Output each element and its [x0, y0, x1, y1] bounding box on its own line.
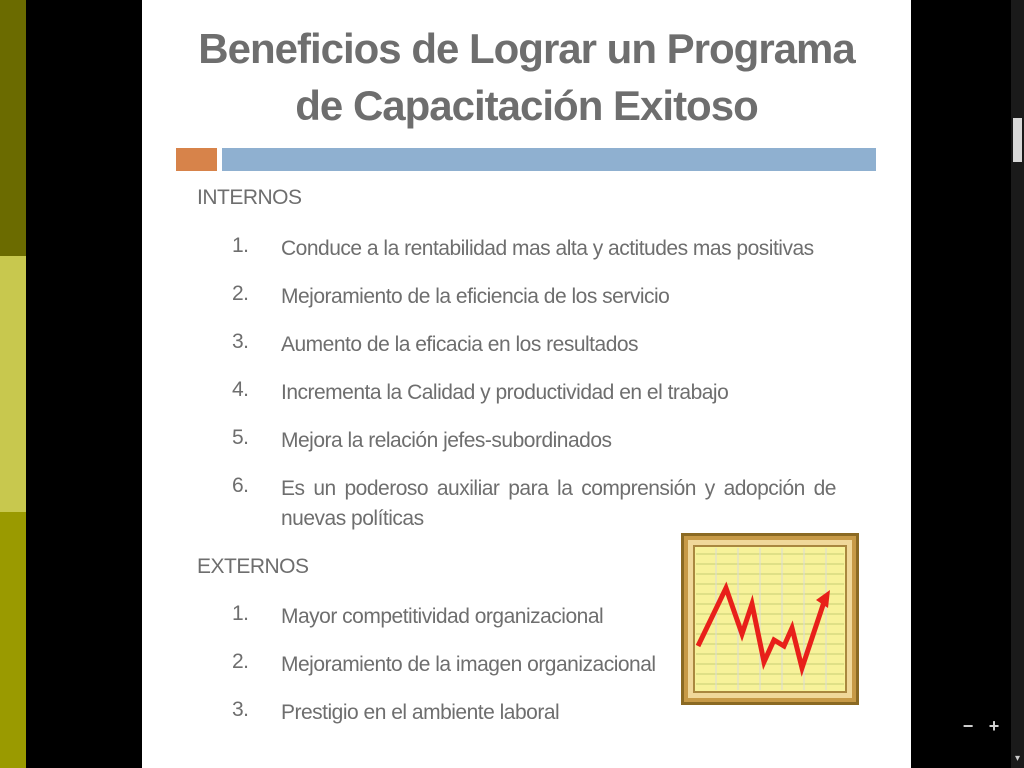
accent-bar-orange — [176, 148, 217, 171]
slide — [142, 0, 911, 768]
list-item-number: 6. — [232, 474, 249, 497]
list-item-number: 1. — [232, 234, 249, 257]
list-item-number: 3. — [232, 698, 249, 721]
list-item-text: Mejora la relación jefes-subordinados — [281, 429, 612, 452]
strip-segment-light — [0, 256, 26, 512]
slide-title-line-1: Beneficios de Lograr un Programa — [198, 25, 855, 72]
list-item-number: 1. — [232, 602, 249, 625]
strip-segment-dark — [0, 0, 26, 256]
list-item-text: Es un poderoso auxiliar para la comprensión y adopción de nuevas políticas — [281, 477, 836, 530]
chart-clipart-svg — [684, 536, 856, 702]
line-chart-clipart-icon — [681, 533, 859, 705]
list-item-number: 2. — [232, 282, 249, 305]
scroll-down-arrow-icon[interactable]: ▾ — [1014, 753, 1021, 764]
list-item-number: 4. — [232, 378, 249, 401]
zoom-out-button[interactable]: − — [962, 716, 974, 736]
list-item-text: Mejoramiento de la imagen organizacional — [281, 653, 656, 676]
zoom-in-button[interactable]: + — [988, 716, 1000, 736]
vertical-scrollbar[interactable] — [1011, 0, 1024, 768]
slide-title — [142, 20, 911, 134]
list-item-number: 2. — [232, 650, 249, 673]
section-heading-internos: INTERNOS — [197, 186, 302, 209]
accent-bar-blue — [222, 148, 876, 171]
list-item-number: 5. — [232, 426, 249, 449]
left-color-strip — [0, 0, 26, 768]
list-item-text: Conduce a la rentabilidad mas alta y actitudes mas positivas — [281, 237, 814, 260]
slide-title-line-2: de Capacitación Exitoso — [295, 82, 758, 129]
section-heading-externos: EXTERNOS — [197, 555, 309, 578]
list-item-text: Aumento de la eficacia en los resultados — [281, 333, 639, 356]
scrollbar-thumb[interactable] — [1013, 118, 1022, 162]
list-item-text: Incrementa la Calidad y productividad en el trabajo — [281, 381, 729, 404]
strip-segment-olive — [0, 512, 26, 768]
list-item-number: 3. — [232, 330, 249, 353]
list-item-text: Prestigio en el ambiente laboral — [281, 701, 560, 724]
list-item-text: Mayor competitividad organizacional — [281, 605, 604, 628]
list-item-text: Mejoramiento de la eficiencia de los servicio — [281, 285, 670, 308]
